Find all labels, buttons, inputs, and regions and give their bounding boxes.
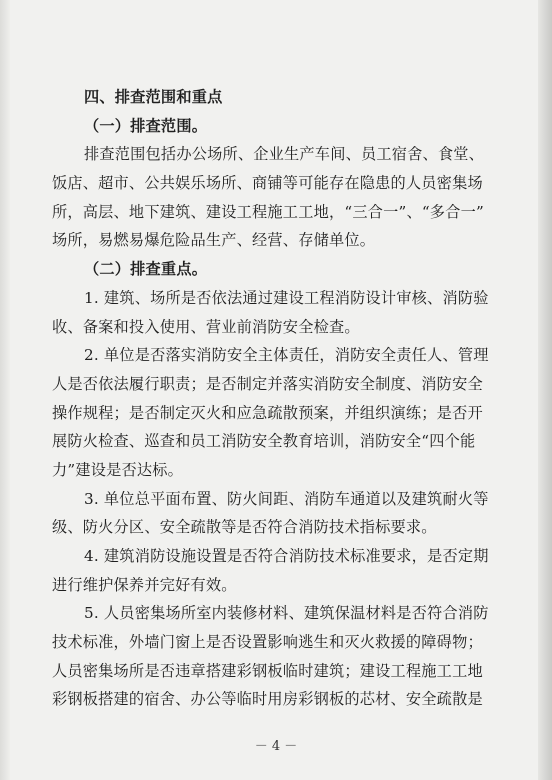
point-2-line: 操作规程；是否制定灭火和应急疏散预案，并组织演练；是否开 <box>52 403 483 422</box>
page-left-edge <box>0 0 10 780</box>
point-2-line: 力”建设是否达标。 <box>52 460 184 479</box>
point-4-line: 进行维护保养并完好有效。 <box>52 575 237 594</box>
page-right-edge <box>538 0 552 780</box>
point-4-line: 4. 建筑消防设施设置是否符合消防技术标准要求，是否定期 <box>84 547 489 565</box>
scope-paragraph-line: 排查范围包括办公场所、企业生产车间、员工宿舍、食堂、 <box>84 145 485 164</box>
document-body <box>52 83 489 714</box>
section-heading: 四、排查范围和重点 <box>84 88 223 106</box>
point-5-line: 彩钢板搭建的宿舍、办公等临时用房彩钢板的芯材、安全疏散是 <box>52 690 483 709</box>
point-2-line: 人是否依法履行职责；是否制定并落实消防安全制度、消防安全 <box>52 374 483 393</box>
point-2-line: 展防火检查、巡查和员工消防安全教育培训，消防安全“四个能 <box>52 432 476 451</box>
page-number: － 4 － <box>254 739 298 754</box>
scope-paragraph-line: 饭店、超市、公共娱乐场所、商铺等可能存在隐患的人员密集场 <box>52 174 483 193</box>
point-1-line: 1. 建筑、场所是否依法通过建设工程消防设计审核、消防验 <box>84 288 489 307</box>
subsection-scope-title: （一）排查范围。 <box>84 116 208 135</box>
scope-paragraph-line: 所，高层、地下建筑、建设工程施工工地，“三合一”、“多合一” <box>52 202 484 221</box>
point-3-line: 级、防火分区、安全疏散等是否符合消防技术指标要求。 <box>52 518 437 537</box>
point-1-line: 收、备案和投入使用、营业前消防安全检查。 <box>52 317 360 336</box>
subsection-focus-title: （二）排查重点。 <box>84 260 208 279</box>
scope-paragraph-line: 场所，易燃易爆危险品生产、经营、存储单位。 <box>52 231 376 250</box>
point-2-line: 2. 单位是否落实消防安全主体责任，消防安全责任人、管理 <box>84 346 489 365</box>
point-5-line: 技术标准，外墙门窗上是否设置影响逃生和灭火救援的障碍物； <box>52 633 483 652</box>
point-5-line: 5. 人员密集场所室内装修材料、建筑保温材料是否符合消防 <box>84 604 489 623</box>
point-5-line: 人员密集场所是否违章搭建彩钢板临时建筑；建设工程施工工地 <box>52 661 483 680</box>
point-3-line: 3. 单位总平面布置、防火间距、消防车通道以及建筑耐火等 <box>84 489 489 508</box>
